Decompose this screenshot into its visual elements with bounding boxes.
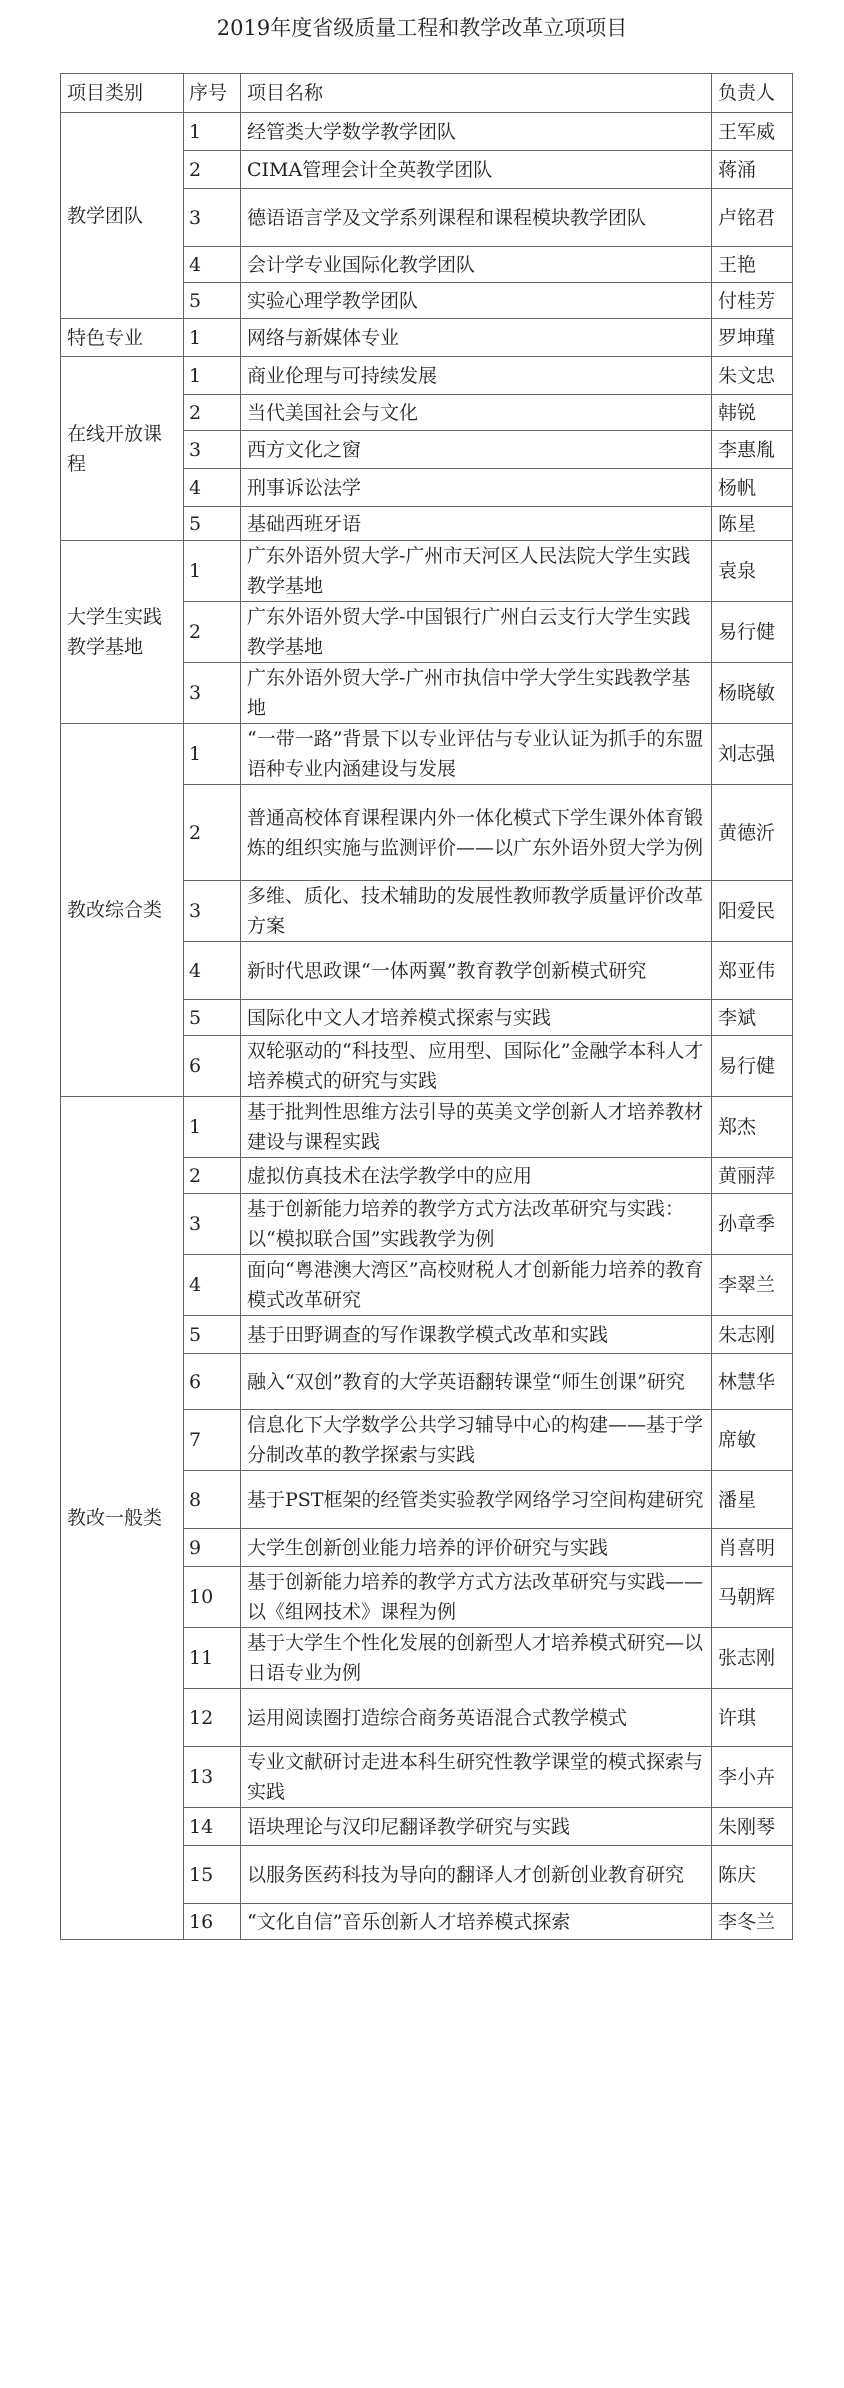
project-name-cell: 商业伦理与可持续发展	[241, 357, 712, 395]
project-name-cell: 广东外语外贸大学-中国银行广州白云支行大学生实践教学基地	[241, 602, 712, 663]
leader-cell: 杨晓敏	[712, 663, 793, 724]
leader-cell: 朱志刚	[712, 1316, 793, 1354]
leader-cell: 卢铭君	[712, 189, 793, 247]
leader-cell: 马朝辉	[712, 1567, 793, 1628]
leader-cell: 易行健	[712, 1036, 793, 1097]
number-cell: 3	[184, 189, 241, 247]
number-cell: 8	[184, 1471, 241, 1529]
leader-cell: 林慧华	[712, 1354, 793, 1410]
leader-cell: 付桂芳	[712, 283, 793, 319]
number-cell: 5	[184, 1000, 241, 1036]
number-cell: 5	[184, 1316, 241, 1354]
number-cell: 14	[184, 1808, 241, 1846]
category-cell: 教学团队	[61, 113, 184, 319]
leader-cell: 李冬兰	[712, 1904, 793, 1940]
number-cell: 15	[184, 1846, 241, 1904]
number-cell: 6	[184, 1036, 241, 1097]
project-table-container	[60, 73, 792, 1940]
leader-cell: 蒋涌	[712, 151, 793, 189]
project-name-cell: 专业文献研讨走进本科生研究性教学课堂的模式探索与实践	[241, 1747, 712, 1808]
project-name-cell: 刑事诉讼法学	[241, 469, 712, 507]
project-name-cell: 基于大学生个性化发展的创新型人才培养模式研究—以日语专业为例	[241, 1628, 712, 1689]
number-cell: 1	[184, 357, 241, 395]
leader-cell: 李翠兰	[712, 1255, 793, 1316]
number-cell: 2	[184, 602, 241, 663]
leader-cell: 潘星	[712, 1471, 793, 1529]
leader-cell: 杨帆	[712, 469, 793, 507]
project-name-cell: 基于PST框架的经管类实验教学网络学习空间构建研究	[241, 1471, 712, 1529]
category-cell: 在线开放课程	[61, 357, 184, 541]
project-name-cell: 基于创新能力培养的教学方式方法改革研究与实践——以《组网技术》课程为例	[241, 1567, 712, 1628]
number-cell: 16	[184, 1904, 241, 1940]
leader-cell: 席敏	[712, 1410, 793, 1471]
project-name-cell: 经管类大学数学教学团队	[241, 113, 712, 151]
header-leader: 负责人	[712, 74, 793, 113]
number-cell: 3	[184, 881, 241, 942]
leader-cell: 罗坤瑾	[712, 319, 793, 357]
number-cell: 2	[184, 395, 241, 431]
category-cell: 大学生实践教学基地	[61, 541, 184, 724]
leader-cell: 郑亚伟	[712, 942, 793, 1000]
number-cell: 9	[184, 1529, 241, 1567]
project-name-cell: 国际化中文人才培养模式探索与实践	[241, 1000, 712, 1036]
project-name-cell: 基于田野调查的写作课教学模式改革和实践	[241, 1316, 712, 1354]
leader-cell: 阳爱民	[712, 881, 793, 942]
project-name-cell: CIMA管理会计全英教学团队	[241, 151, 712, 189]
category-cell: 特色专业	[61, 319, 184, 357]
number-cell: 10	[184, 1567, 241, 1628]
header-number: 序号	[184, 74, 241, 113]
category-cell: 教改一般类	[61, 1097, 184, 1940]
leader-cell: 陈庆	[712, 1846, 793, 1904]
number-cell: 1	[184, 319, 241, 357]
leader-cell: 郑杰	[712, 1097, 793, 1158]
project-name-cell: “文化自信”音乐创新人才培养模式探索	[241, 1904, 712, 1940]
number-cell: 1	[184, 724, 241, 785]
number-cell: 11	[184, 1628, 241, 1689]
project-name-cell: 网络与新媒体专业	[241, 319, 712, 357]
table-row	[61, 357, 793, 395]
project-name-cell: 多维、质化、技术辅助的发展性教师教学质量评价改革方案	[241, 881, 712, 942]
header-category: 项目类别	[61, 74, 184, 113]
number-cell: 12	[184, 1689, 241, 1747]
number-cell: 5	[184, 283, 241, 319]
project-name-cell: 运用阅读圈打造综合商务英语混合式教学模式	[241, 1689, 712, 1747]
leader-cell: 李惠胤	[712, 431, 793, 469]
number-cell: 1	[184, 1097, 241, 1158]
number-cell: 2	[184, 151, 241, 189]
leader-cell: 易行健	[712, 602, 793, 663]
number-cell: 1	[184, 113, 241, 151]
table-row	[61, 541, 793, 602]
project-name-cell: 西方文化之窗	[241, 431, 712, 469]
leader-cell: 朱文忠	[712, 357, 793, 395]
number-cell: 4	[184, 469, 241, 507]
leader-cell: 张志刚	[712, 1628, 793, 1689]
project-name-cell: 广东外语外贸大学-广州市天河区人民法院大学生实践教学基地	[241, 541, 712, 602]
leader-cell: 刘志强	[712, 724, 793, 785]
leader-cell: 许琪	[712, 1689, 793, 1747]
number-cell: 2	[184, 1158, 241, 1194]
project-name-cell: 普通高校体育课程课内外一体化模式下学生课外体育锻炼的组织实施与监测评价——以广东外语外贸大学为例	[241, 785, 712, 881]
project-name-cell: 基础西班牙语	[241, 507, 712, 541]
number-cell: 3	[184, 1194, 241, 1255]
leader-cell: 李斌	[712, 1000, 793, 1036]
number-cell: 4	[184, 942, 241, 1000]
number-cell: 6	[184, 1354, 241, 1410]
table-row	[61, 319, 793, 357]
leader-cell: 李小卉	[712, 1747, 793, 1808]
project-name-cell: 虚拟仿真技术在法学教学中的应用	[241, 1158, 712, 1194]
table-row	[61, 113, 793, 151]
table-header-row	[61, 74, 793, 113]
project-name-cell: 语块理论与汉印尼翻译教学研究与实践	[241, 1808, 712, 1846]
leader-cell: 肖喜明	[712, 1529, 793, 1567]
leader-cell: 朱刚琴	[712, 1808, 793, 1846]
project-name-cell: 当代美国社会与文化	[241, 395, 712, 431]
leader-cell: 王艳	[712, 247, 793, 283]
leader-cell: 黄德沂	[712, 785, 793, 881]
leader-cell: 袁泉	[712, 541, 793, 602]
project-name-cell: 广东外语外贸大学-广州市执信中学大学生实践教学基地	[241, 663, 712, 724]
leader-cell: 黄丽萍	[712, 1158, 793, 1194]
project-name-cell: 大学生创新创业能力培养的评价研究与实践	[241, 1529, 712, 1567]
project-name-cell: “一带一路”背景下以专业评估与专业认证为抓手的东盟语种专业内涵建设与发展	[241, 724, 712, 785]
leader-cell: 王军威	[712, 113, 793, 151]
project-name-cell: 新时代思政课“一体两翼”教育教学创新模式研究	[241, 942, 712, 1000]
project-name-cell: 实验心理学教学团队	[241, 283, 712, 319]
number-cell: 3	[184, 431, 241, 469]
project-table	[60, 73, 793, 1940]
number-cell: 1	[184, 541, 241, 602]
project-name-cell: 融入“双创”教育的大学英语翻转课堂“师生创课”研究	[241, 1354, 712, 1410]
number-cell: 2	[184, 785, 241, 881]
number-cell: 4	[184, 247, 241, 283]
project-name-cell: 德语语言学及文学系列课程和课程模块教学团队	[241, 189, 712, 247]
number-cell: 4	[184, 1255, 241, 1316]
number-cell: 3	[184, 663, 241, 724]
project-name-cell: 信息化下大学数学公共学习辅导中心的构建——基于学分制改革的教学探索与实践	[241, 1410, 712, 1471]
leader-cell: 孙章季	[712, 1194, 793, 1255]
number-cell: 5	[184, 507, 241, 541]
table-row	[61, 1097, 793, 1158]
table-row	[61, 724, 793, 785]
header-project-name: 项目名称	[241, 74, 712, 113]
leader-cell: 陈星	[712, 507, 793, 541]
project-name-cell: 以服务医药科技为导向的翻译人才创新创业教育研究	[241, 1846, 712, 1904]
project-name-cell: 双轮驱动的“科技型、应用型、国际化”金融学本科人才培养模式的研究与实践	[241, 1036, 712, 1097]
number-cell: 7	[184, 1410, 241, 1471]
number-cell: 13	[184, 1747, 241, 1808]
leader-cell: 韩锐	[712, 395, 793, 431]
project-name-cell: 面向“粤港澳大湾区”高校财税人才创新能力培养的教育模式改革研究	[241, 1255, 712, 1316]
project-name-cell: 基于创新能力培养的教学方式方法改革研究与实践：以“模拟联合国”实践教学为例	[241, 1194, 712, 1255]
category-cell: 教改综合类	[61, 724, 184, 1097]
project-name-cell: 基于批判性思维方法引导的英美文学创新人才培养教材建设与课程实践	[241, 1097, 712, 1158]
project-name-cell: 会计学专业国际化教学团队	[241, 247, 712, 283]
page-title: 2019年度省级质量工程和教学改革立项项目	[216, 16, 628, 40]
